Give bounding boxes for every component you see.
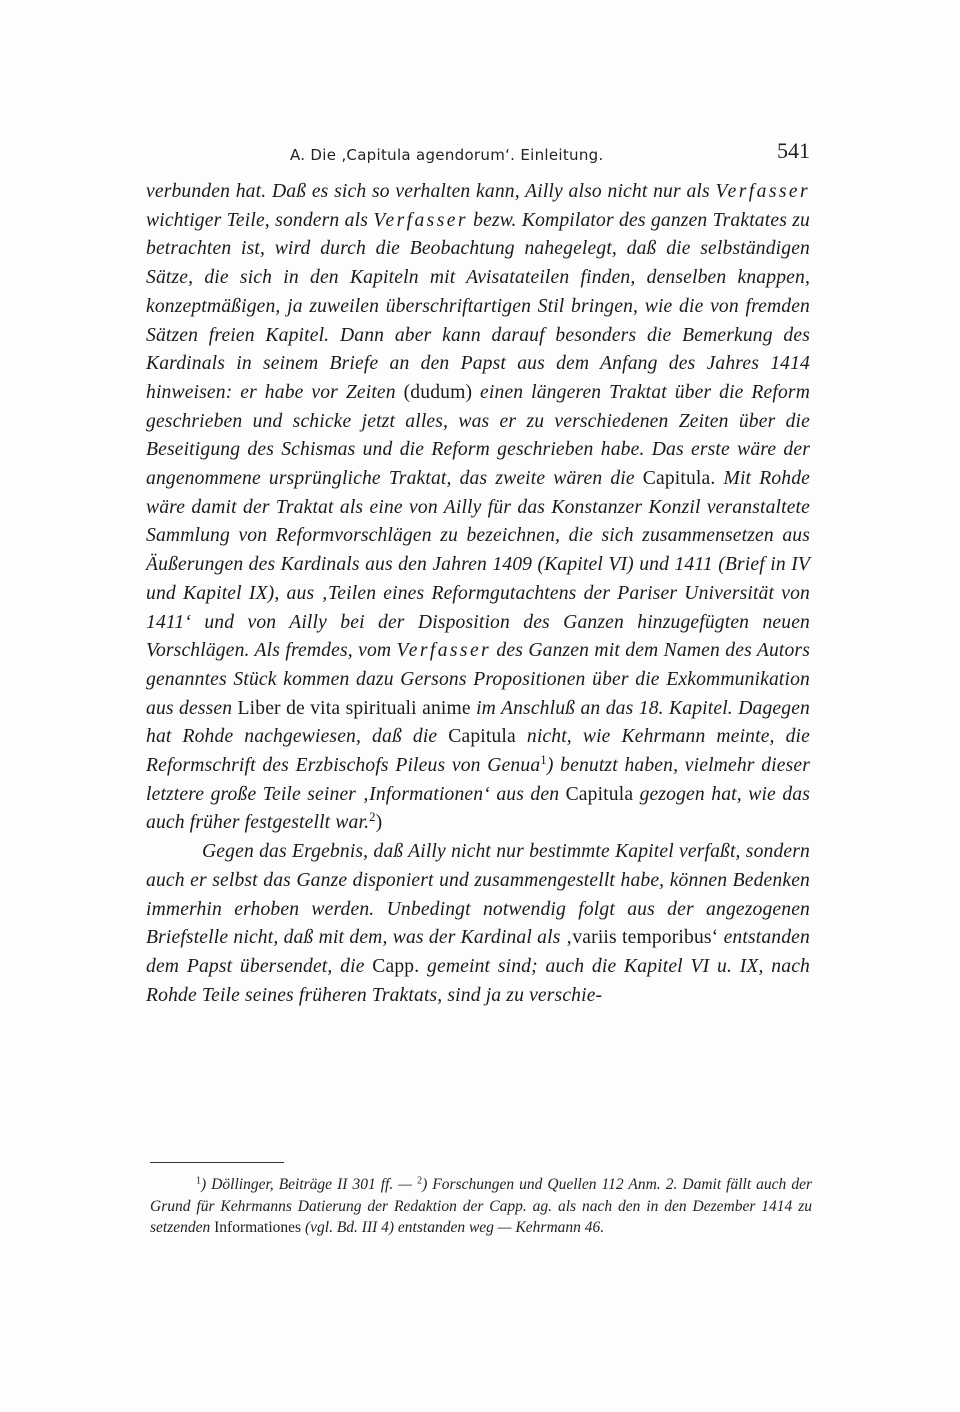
latin-term: ‚variis temporibus‘ <box>565 927 719 949</box>
paragraph-2 <box>146 838 810 1010</box>
text-run: ) benutzt haben, vielmehr dieser letztere große Teile seiner ‚Informationen‘ aus den <box>146 755 810 805</box>
footnote-mark: 2 <box>417 1175 423 1187</box>
footnote-rule <box>150 1162 284 1163</box>
latin-term: Liber de vita spirituali anime <box>237 697 471 719</box>
spaced-term: Verfasser <box>396 640 492 662</box>
main-text <box>146 178 810 1010</box>
latin-term: (dudum) <box>403 381 473 403</box>
latin-term: Capitula <box>565 783 634 805</box>
footnote-ref: 1 <box>540 753 547 768</box>
text-run: Gegen das Ergebnis, daß Ailly nicht nur bestimmte Kapitel verfaßt, sondern auch er selbst das Ganze disponiert und zusammengestellt habe, können Bedenken immerhin erhoben werden. Unbedingt notwendig folgt aus der angezogenen Briefstelle nicht, daß mit dem, was der Kardinal als <box>146 841 810 949</box>
text-run: einen längeren Traktat über die Reform geschrieben und schicke jetzt alles, was er zu verschiedenen Zeiten über die Beseitigung des Schismas und die Reform geschrieben habe. Das erste wäre der angenommene ursprüngliche Traktat, das zweite wären die <box>146 381 810 490</box>
text-run: Mit Rohde wäre damit der Traktat als eine von Ailly für das Konstanzer Konzil veranstaltete Sammlung von Reformvorschlägen zu bezeichnen, die sich zusammensetzen aus Äußerungen des Kardinals aus den Jahren 1409 (Kapitel VI) und 1411 (Brief in IV und Kapitel IX), aus ‚Teilen eines Reformgutachtens der Pariser Universität von 1411‘ und von Ailly bei der Disposition des Ganzen hinzugefügten neuen Vorschlägen. Als fremdes, vom <box>146 468 811 662</box>
page-header <box>290 138 810 172</box>
text-run: gemeint sind; auch die Kapitel VI u. IX, nach Rohde Teile seines früheren Traktats, sind ja zu verschie- <box>146 955 810 1006</box>
text-run: entstanden dem Papst übersendet, die <box>146 927 810 977</box>
footnote-2-text: ) Forschungen und Quellen 112 Anm. 2. Damit fällt auch der Grund für Kehrmanns Datierung der Redaktion der Capp. ag. als nach den in den Dezember 1414 zu setzenden <box>150 1176 812 1237</box>
latin-term: Capitula. <box>642 468 716 490</box>
footnote-2-text: (vgl. Bd. III 4) entstanden weg — Kehrmann 46. <box>301 1219 605 1237</box>
running-head: A. Die ‚Capitula agendorum‘. Einleitung. <box>290 146 604 164</box>
text-run: ) <box>375 812 383 834</box>
footnote-1-text: ) Döllinger, Beiträge II 301 ff. — <box>201 1176 418 1193</box>
latin-term: Capp. <box>372 955 420 977</box>
text-run: nicht, wie Kehrmann meinte, die Reformschrift des Erzbischofs Pileus von Genua <box>146 726 810 777</box>
text-run: wichtiger Teile, sondern als <box>146 209 374 231</box>
footnote-text <box>150 1174 812 1239</box>
text-run: verbunden hat. Daß es sich so verhalten kann, Ailly also nicht nur als <box>146 181 716 202</box>
text-run: gezogen hat, wie das auch früher festgestellt war. <box>146 783 810 834</box>
text-run: im Anschluß an das 18. Kapitel. Dagegen hat Rohde nachgewiesen, daß die <box>146 697 810 748</box>
text-run: des Ganzen mit dem Namen des Autors genanntes Stück kommen dazu Gersons Propositionen über die Exkommunikation aus dessen <box>146 640 810 719</box>
footnote-mark: 1 <box>196 1175 202 1187</box>
spaced-term: Verfasser <box>373 209 468 231</box>
spaced-term: Verfasser <box>715 181 810 202</box>
latin-term: Informationes <box>214 1219 302 1237</box>
footnote-ref: 2 <box>369 810 376 825</box>
footnotes <box>150 1174 812 1239</box>
paragraph-1 <box>146 178 810 838</box>
page-number: 541 <box>777 138 810 163</box>
text-run: bezw. Kompilator des ganzen Traktates zu betrachten ist, wird durch die Beobachtung nahegelegt, daß die selbständigen Sätze, die sich in den Kapiteln mit Avisatateilen finden, denselben knappen, konzeptmäßigen, ja zuweilen überschriftartigen Stil bringen, wie die von fremden Sätzen freien Kapitel. Dann aber kann darauf besonders die Bemerkung des Kardinals in seinem Briefe an den Papst aus dem Anfang des Jahres 1414 hinweisen: er habe vor Zeiten <box>146 209 811 403</box>
latin-term: Capitula <box>448 726 516 748</box>
